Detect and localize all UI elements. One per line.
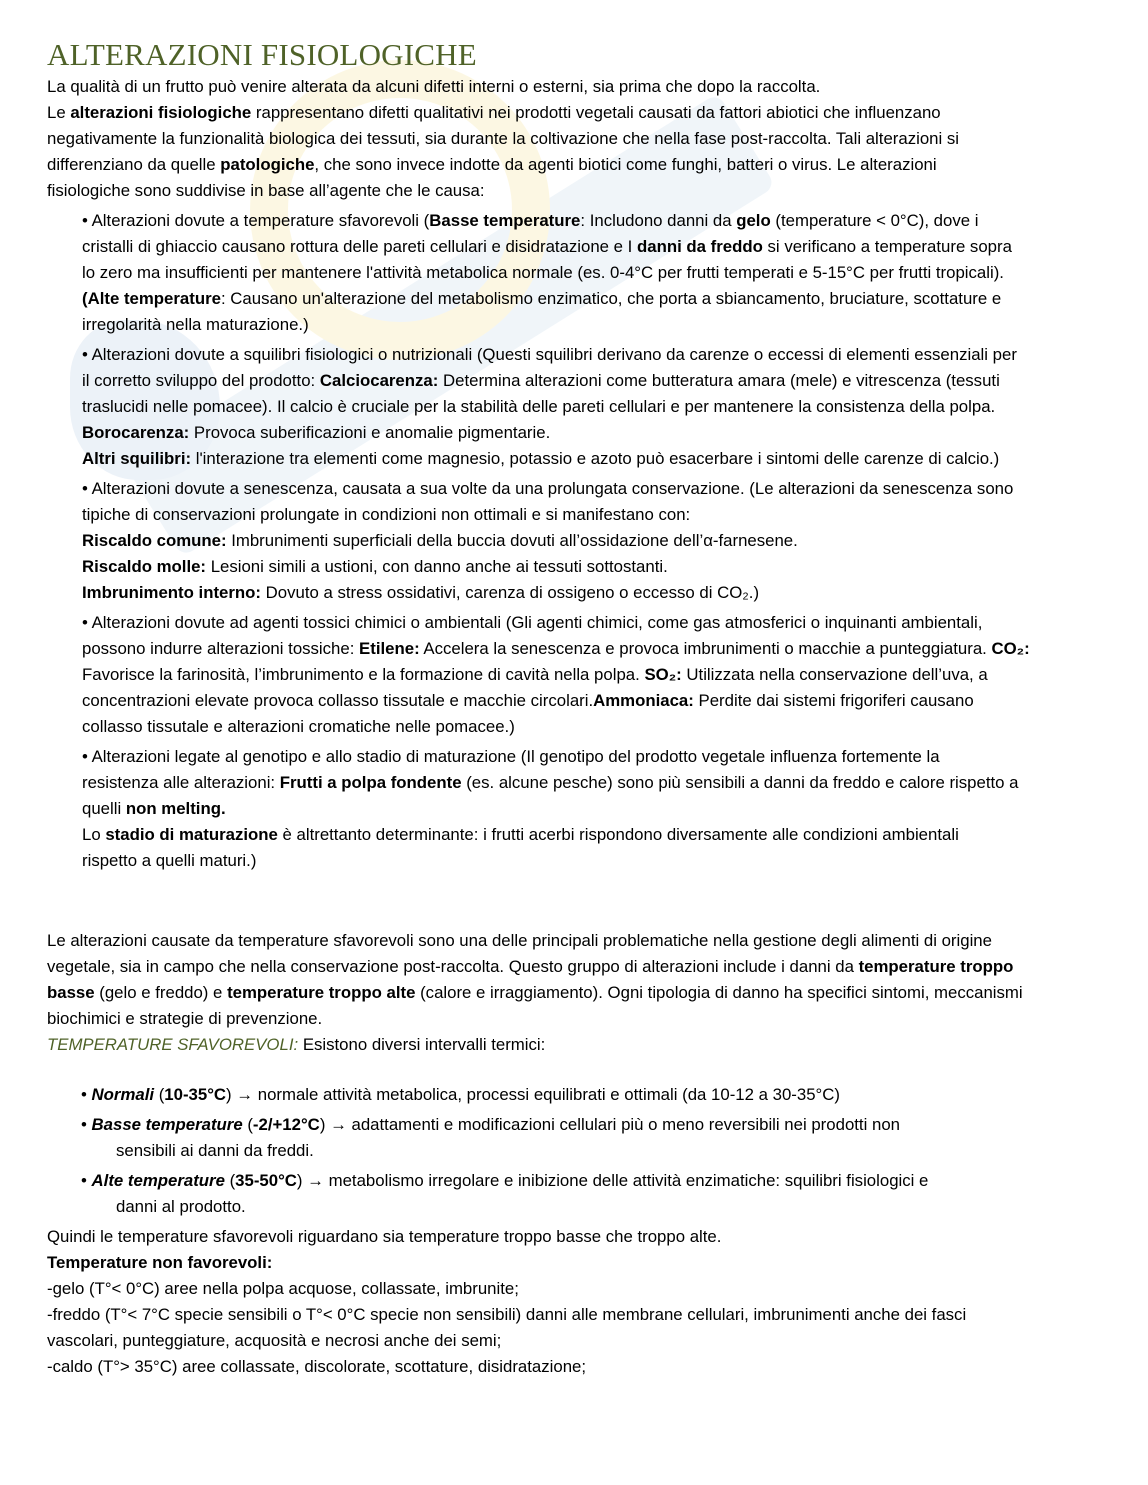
text-run: Perdite dai sistemi frigoriferi causano xyxy=(693,691,974,710)
text-run: vascolari, punteggiature, acquosità e necrosi anche dei semi; xyxy=(47,1331,502,1350)
text-line xyxy=(82,342,1142,368)
text-run: irregolarità nella maturazione.) xyxy=(82,315,309,334)
text-run: il corretto sviluppo del prodotto: xyxy=(82,371,320,390)
bold-text: Frutti a polpa fondente xyxy=(279,773,462,792)
bold-text: Basse temperature xyxy=(429,211,581,230)
text-line xyxy=(82,420,1142,446)
text-run: ( xyxy=(242,1115,253,1134)
bold-text: Normali xyxy=(91,1085,155,1104)
bold-text: CO₂: xyxy=(991,639,1030,658)
summary-section xyxy=(47,1224,1142,1380)
text-line xyxy=(47,1224,1142,1250)
text-run: collasso tissutale e alterazioni cromatiche nelle pomacee.) xyxy=(82,717,515,736)
bold-text: Basse temperature xyxy=(91,1115,243,1134)
text-run: quelli xyxy=(82,799,126,818)
text-run: Utilizzata nella conservazione dell’uva, a xyxy=(681,665,988,684)
text-line xyxy=(82,528,1142,554)
text-run: Esistono diversi intervalli termici: xyxy=(298,1035,546,1054)
text-line xyxy=(82,394,1142,420)
text-line xyxy=(82,848,1142,874)
text-run: ) → adattamenti e modificazioni cellulari più o meno reversibili nei prodotti non xyxy=(319,1115,900,1134)
temperature-section xyxy=(47,928,1142,1058)
intro-paragraph xyxy=(47,74,1142,204)
text-line xyxy=(47,100,1142,126)
text-run: Lo xyxy=(82,825,106,844)
text-run: (gelo e freddo) e xyxy=(94,983,228,1002)
text-line xyxy=(47,1112,1142,1138)
text-run: (temperature < 0°C), dove i xyxy=(770,211,979,230)
text-run: Quindi le temperature sfavorevoli riguardano sia temperature troppo basse che troppo alte. xyxy=(47,1227,722,1246)
bold-text: SO₂: xyxy=(644,665,682,684)
bold-text: Alte temperature xyxy=(91,1171,225,1190)
list-item xyxy=(82,342,1142,472)
bold-text: gelo xyxy=(736,211,771,230)
text-line xyxy=(82,580,1142,606)
bold-text: Calciocarenza: xyxy=(319,371,439,390)
bold-text: -2/+12°C xyxy=(252,1115,320,1134)
bold-text: stadio di maturazione xyxy=(105,825,278,844)
text-run: lo zero ma insufficienti per mantenere l'attività metabolica normale (es. 0-4°C per frutti temperati e 5-15°C per frutti tropicali). xyxy=(82,263,1004,282)
text-run: cristalli di ghiaccio causano rottura delle pareti cellulari e disidratazione e I xyxy=(82,237,638,256)
text-run: • Alterazioni legate al genotipo e allo stadio di maturazione (Il genotipo del prodotto vegetale influenza fortemente la xyxy=(82,747,940,766)
bold-text: Riscaldo molle: xyxy=(82,557,207,576)
text-run: possono indurre alterazioni tossiche: xyxy=(82,639,360,658)
text-line xyxy=(47,1006,1142,1032)
text-run: Le alterazioni causate da temperature sfavorevoli sono una delle principali problematiche nella gestione degli alimenti di origine xyxy=(47,931,992,950)
bold-text: alterazioni fisiologiche xyxy=(70,103,252,122)
text-run: vegetale, sia in campo che nella conservazione post-raccolta. Questo gruppo di alterazioni include i danni da xyxy=(47,957,859,976)
text-run: ) → normale attività metabolica, processi equilibrati e ottimali (da 10-12 a 30-35°C) xyxy=(226,1085,840,1104)
text-run: Le xyxy=(47,103,71,122)
text-line xyxy=(47,74,1142,100)
italic-text: TEMPERATURE SFAVOREVOLI: xyxy=(47,1035,299,1054)
text-run: negativamente la funzionalità biologica dei tessuti, sia durante la coltivazione che nella fase post-raccolta. Tali alterazioni si xyxy=(47,129,959,148)
text-run: differenziano da quelle xyxy=(47,155,221,174)
list-item xyxy=(82,610,1142,740)
list-item xyxy=(82,744,1142,874)
text-run: Determina alterazioni come butteratura amara (mele) e vitrescenza (tessuti xyxy=(438,371,1000,390)
bold-text: 10-35°C xyxy=(164,1085,227,1104)
bold-text: Altri squilibri: xyxy=(82,449,192,468)
text-line xyxy=(47,1302,1142,1328)
text-line xyxy=(47,1082,1142,1108)
subheading xyxy=(47,1250,1142,1276)
page-title: ALTERAZIONI FISIOLOGICHE xyxy=(47,37,477,72)
bold-text: Riscaldo comune: xyxy=(82,531,227,550)
list-item xyxy=(82,208,1142,338)
text-run: traslucidi nelle pomacee). Il calcio è cruciale per la stabilità delle pareti cellulari e per mantenere la consistenza della polpa. xyxy=(82,397,996,416)
text-run: Lesioni simili a ustioni, con danno anche ai tessuti sottostanti. xyxy=(206,557,668,576)
section-heading xyxy=(47,1032,1142,1058)
text-run: ( xyxy=(224,1171,236,1190)
text-line xyxy=(47,152,1142,178)
text-line xyxy=(47,954,1142,980)
list-item xyxy=(82,476,1142,606)
text-line xyxy=(82,744,1142,770)
text-run: è altrettanto determinante: i frutti acerbi rispondono diversamente alle condizioni ambientali xyxy=(277,825,959,844)
list-item xyxy=(47,1082,1142,1108)
text-run: • Alterazioni dovute a temperature sfavorevoli ( xyxy=(82,211,430,230)
text-line xyxy=(82,796,1142,822)
bold-text: 35-50°C xyxy=(235,1171,297,1190)
temperature-ranges-list xyxy=(47,1082,1142,1220)
text-run: Accelera la senescenza e provoca imbrunimenti o macchie a punteggiatura. xyxy=(419,639,992,658)
bold-text: patologiche xyxy=(220,155,315,174)
text-run: : Includono danni da xyxy=(580,211,737,230)
bold-text: Ammoniaca: xyxy=(593,691,694,710)
text-run: • Alterazioni dovute ad agenti tossici chimici o ambientali (Gli agenti chimici, come gas atmosferici o inquinanti ambientali, xyxy=(82,613,983,632)
text-line xyxy=(47,1354,1142,1380)
text-line xyxy=(47,1168,1142,1194)
bold-text: Etilene: xyxy=(359,639,420,658)
text-line xyxy=(82,714,1142,740)
text-line xyxy=(82,610,1142,636)
text-run: (es. alcune pesche) sono più sensibili a danni da freddo e calore rispetto a xyxy=(461,773,1019,792)
text-run: Imbrunimenti superficiali della buccia dovuti all’ossidazione dell’α-farnesene. xyxy=(226,531,798,550)
text-run: • Alterazioni dovute a squilibri fisiologici o nutrizionali (Questi squilibri derivano da carenze o eccessi di elementi essenziali per xyxy=(82,345,1017,364)
text-line xyxy=(82,312,1142,338)
bold-text: Borocarenza: xyxy=(82,423,190,442)
text-run: fisiologiche sono suddivise in base all’agente che le causa: xyxy=(47,181,485,200)
text-line xyxy=(47,1328,1142,1354)
text-run: Favorisce la farinosità, l’imbrunimento e la formazione di cavità nella polpa. xyxy=(82,665,645,684)
text-run: • xyxy=(81,1115,92,1134)
text-run: l'interazione tra elementi come magnesio, potassio e azoto può esacerbare i sintomi delle carenze di calcio.) xyxy=(191,449,1000,468)
list-item xyxy=(47,1112,1142,1164)
text-line xyxy=(47,126,1142,152)
text-line xyxy=(82,822,1142,848)
text-line xyxy=(47,928,1142,954)
text-line xyxy=(82,688,1142,714)
bold-text: Temperature non favorevoli: xyxy=(47,1253,273,1272)
text-line xyxy=(47,1194,1142,1220)
text-run: -gelo (T°< 0°C) aree nella polpa acquose, collassate, imbrunite; xyxy=(47,1279,519,1298)
text-run: Dovuto a stress ossidativi, carenza di ossigeno o eccesso di CO₂.) xyxy=(261,583,760,602)
text-line xyxy=(82,770,1142,796)
text-run: • Alterazioni dovute a senescenza, causata a sua volte da una prolungata conservazione. (Le alterazioni da senescenza sono xyxy=(82,479,1014,498)
text-line xyxy=(82,286,1142,312)
bold-text: temperature troppo xyxy=(858,957,1014,976)
text-run: tipiche di conservazioni prolungate in condizioni non ottimali e si manifestano con: xyxy=(82,505,691,524)
alterations-list xyxy=(47,208,1142,874)
text-run: rappresentano difetti qualitativi nei prodotti vegetali causati da fattori abiotici che influenzano xyxy=(251,103,941,122)
text-run: biochimici e strategie di prevenzione. xyxy=(47,1009,323,1028)
text-line xyxy=(47,980,1142,1006)
text-line xyxy=(82,476,1142,502)
text-line xyxy=(82,502,1142,528)
list-item xyxy=(47,1168,1142,1220)
document-page xyxy=(47,36,1142,1380)
text-run: -caldo (T°> 35°C) aree collassate, discolorate, scottature, disidratazione; xyxy=(47,1357,587,1376)
text-line xyxy=(47,1276,1142,1302)
text-line xyxy=(82,234,1142,260)
bold-text: Imbrunimento interno: xyxy=(82,583,261,602)
text-run: : Causano un'alterazione del metabolismo enzimatico, che porta a sbiancamento, bruciature, scottature e xyxy=(220,289,1002,308)
text-run: La qualità di un frutto può venire alterata da alcuni difetti interni o esterni, sia prima che dopo la raccolta. xyxy=(47,77,821,96)
text-line xyxy=(82,636,1142,662)
text-line xyxy=(47,178,1142,204)
bold-text: danni da freddo xyxy=(637,237,763,256)
text-line xyxy=(47,1138,1142,1164)
text-run: -freddo (T°< 7°C specie sensibili o T°< 0°C specie non sensibili) danni alle membrane cellulari, imbrunimenti anche dei fasci xyxy=(47,1305,967,1324)
text-run: , che sono invece indotte da agenti biotici come funghi, batteri o virus. Le alterazioni xyxy=(314,155,937,174)
text-run: concentrazioni elevate provoca collasso tissutale e macchie circolari. xyxy=(82,691,594,710)
text-run: si verificano a temperature sopra xyxy=(762,237,1012,256)
text-line xyxy=(82,260,1142,286)
text-run: danni al prodotto. xyxy=(116,1197,246,1216)
text-line xyxy=(82,554,1142,580)
text-run: • xyxy=(81,1171,92,1190)
text-run: (calore e irraggiamento). Ogni tipologia di danno ha specifici sintomi, meccanismi xyxy=(415,983,1023,1002)
bold-text: basse xyxy=(47,983,95,1002)
text-run: sensibili ai danni da freddi. xyxy=(116,1141,314,1160)
text-run: Provoca suberificazioni e anomalie pigmentarie. xyxy=(189,423,551,442)
bold-text: temperature troppo alte xyxy=(227,983,416,1002)
text-run: • xyxy=(81,1085,92,1104)
text-run: resistenza alle alterazioni: xyxy=(82,773,280,792)
text-line xyxy=(82,662,1142,688)
text-line xyxy=(82,208,1142,234)
text-run: rispetto a quelli maturi.) xyxy=(82,851,257,870)
text-line xyxy=(82,368,1142,394)
bold-text: non melting. xyxy=(125,799,226,818)
text-line xyxy=(82,446,1142,472)
text-run: ( xyxy=(154,1085,165,1104)
bold-text: (Alte temperature xyxy=(82,289,221,308)
text-run: ) → metabolismo irregolare e inibizione delle attività enzimatiche: squilibri fisiologici e xyxy=(296,1171,929,1190)
